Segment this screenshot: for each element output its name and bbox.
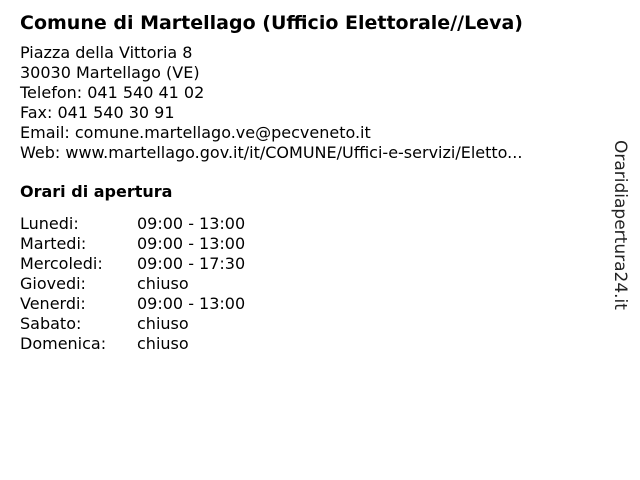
hours-day: Mercoledi: (20, 254, 103, 273)
hours-time: chiuso (137, 274, 189, 293)
phone-line: Telefon: 041 540 41 02 (20, 83, 205, 102)
hours-time: chiuso (137, 334, 189, 353)
hours-time: chiuso (137, 314, 189, 333)
hours-time: 09:00 - 13:00 (137, 294, 246, 313)
hours-row-friday (20, 294, 600, 314)
hours-day: Sabato: (20, 314, 82, 333)
hours-day: Giovedi: (20, 274, 86, 293)
web-line: Web: www.martellago.gov.it/it/COMUNE/Uffici-e-servizi/Eletto... (20, 143, 523, 162)
site-watermark (600, 135, 640, 315)
watermark-text: Oraridiapertura24.it (610, 140, 630, 310)
office-title: Comune di Martellago (Ufficio Elettorale//Leva) (20, 12, 523, 34)
hours-day: Lunedi: (20, 214, 79, 233)
hours-day: Domenica: (20, 334, 107, 353)
address-street: Piazza della Vittoria 8 (20, 43, 193, 62)
hours-row-monday (20, 214, 600, 234)
hours-time: 09:00 - 13:00 (137, 214, 246, 233)
hours-row-wednesday (20, 254, 600, 274)
email-line: Email: comune.martellago.ve@pecveneto.it (20, 123, 371, 142)
hours-row-thursday (20, 274, 600, 294)
hours-row-tuesday (20, 234, 600, 254)
hours-heading: Orari di apertura (20, 182, 173, 201)
hours-day: Martedi: (20, 234, 87, 253)
hours-day: Venerdi: (20, 294, 86, 313)
hours-time: 09:00 - 17:30 (137, 254, 246, 273)
hours-time: 09:00 - 13:00 (137, 234, 246, 253)
office-card (20, 10, 600, 354)
hours-row-saturday (20, 314, 600, 334)
hours-table (20, 214, 600, 354)
hours-row-sunday (20, 334, 600, 354)
address-city: 30030 Martellago (VE) (20, 63, 200, 82)
fax-line: Fax: 041 540 30 91 (20, 103, 175, 122)
